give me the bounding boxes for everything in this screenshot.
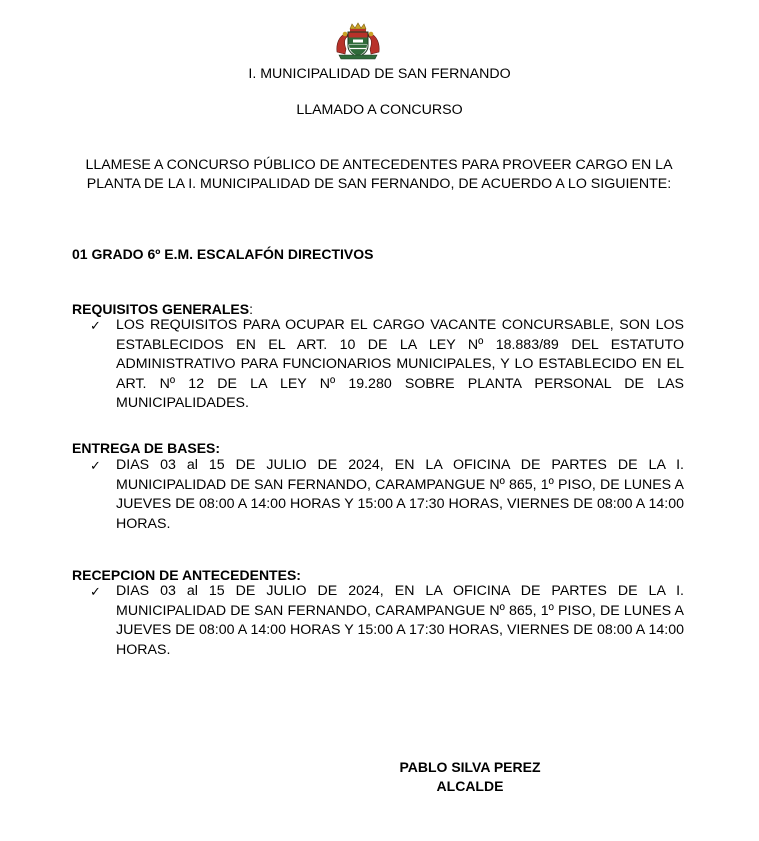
list-item-text: DIAS 03 al 15 DE JULIO DE 2024, EN LA OFICINA DE PARTES DE LA I. MUNICIPALIDAD DE SAN FERNANDO, CARAMPANGUE Nº 865, 1º PISO, DE LUNES A JUEVES DE 08:00 A 14:00 HORAS Y 15:00 A 17:30 HORAS, VIERNES DE 08:00 A 14:00 HORAS.	[116, 583, 684, 658]
signature-block	[340, 758, 600, 796]
list-item	[90, 316, 684, 414]
section-heading-text: RECEPCION DE ANTECEDENTES:	[72, 567, 301, 583]
position-title: 01 GRADO 6º E.M. ESCALAFÓN DIRECTIVOS	[72, 246, 374, 262]
checkmark-icon: ✓	[90, 318, 101, 333]
list-item	[90, 456, 684, 534]
signatory-name: PABLO SILVA PEREZ	[399, 759, 541, 775]
organization-name: I. MUNICIPALIDAD DE SAN FERNANDO	[248, 66, 511, 82]
section-heading-colon: :	[249, 301, 253, 317]
list-item-text: LOS REQUISITOS PARA OCUPAR EL CARGO VACANTE CONCURSABLE, SON LOS ESTABLECIDOS EN EL ART. 10 DE LA LEY Nº 18.883/89 DEL ESTATUTO ADMINISTRATIVO PARA FUNCIONARIOS MUNICIPALES, Y LO ESTABLECIDO EN EL ART. Nº 12 DE LA LEY Nº 19.280 SOBRE PLANTA PERSONAL DE LAS MUNICIPALIDADES.	[116, 317, 684, 411]
section-heading-text: ENTREGA DE BASES:	[72, 440, 221, 456]
checkmark-icon: ✓	[90, 458, 101, 473]
document-title: LLAMADO A CONCURSO	[296, 102, 463, 118]
signatory-title: ALCALDE	[436, 778, 504, 794]
coat-of-arms-icon	[333, 22, 383, 60]
section-heading-entrega	[72, 439, 220, 457]
checkmark-icon: ✓	[90, 584, 101, 599]
list-item-text: DIAS 03 al 15 DE JULIO DE 2024, EN LA OFICINA DE PARTES DE LA I. MUNICIPALIDAD DE SAN FERNANDO, CARAMPANGUE Nº 865, 1º PISO, DE LUNES A JUEVES DE 08:00 A 14:00 HORAS Y 15:00 A 17:30 HORAS, VIERNES DE 08:00 A 14:00 HORAS.	[116, 457, 684, 532]
section-heading-text: REQUISITOS GENERALES	[72, 301, 250, 317]
list-item	[90, 582, 684, 660]
intro-paragraph: LLAMESE A CONCURSO PÚBLICO DE ANTECEDENTES PARA PROVEER CARGO EN LA PLANTA DE LA I. MUNICIPALIDAD DE SAN FERNANDO, DE ACUERDO A LO SIGUIENTE:	[85, 157, 673, 192]
